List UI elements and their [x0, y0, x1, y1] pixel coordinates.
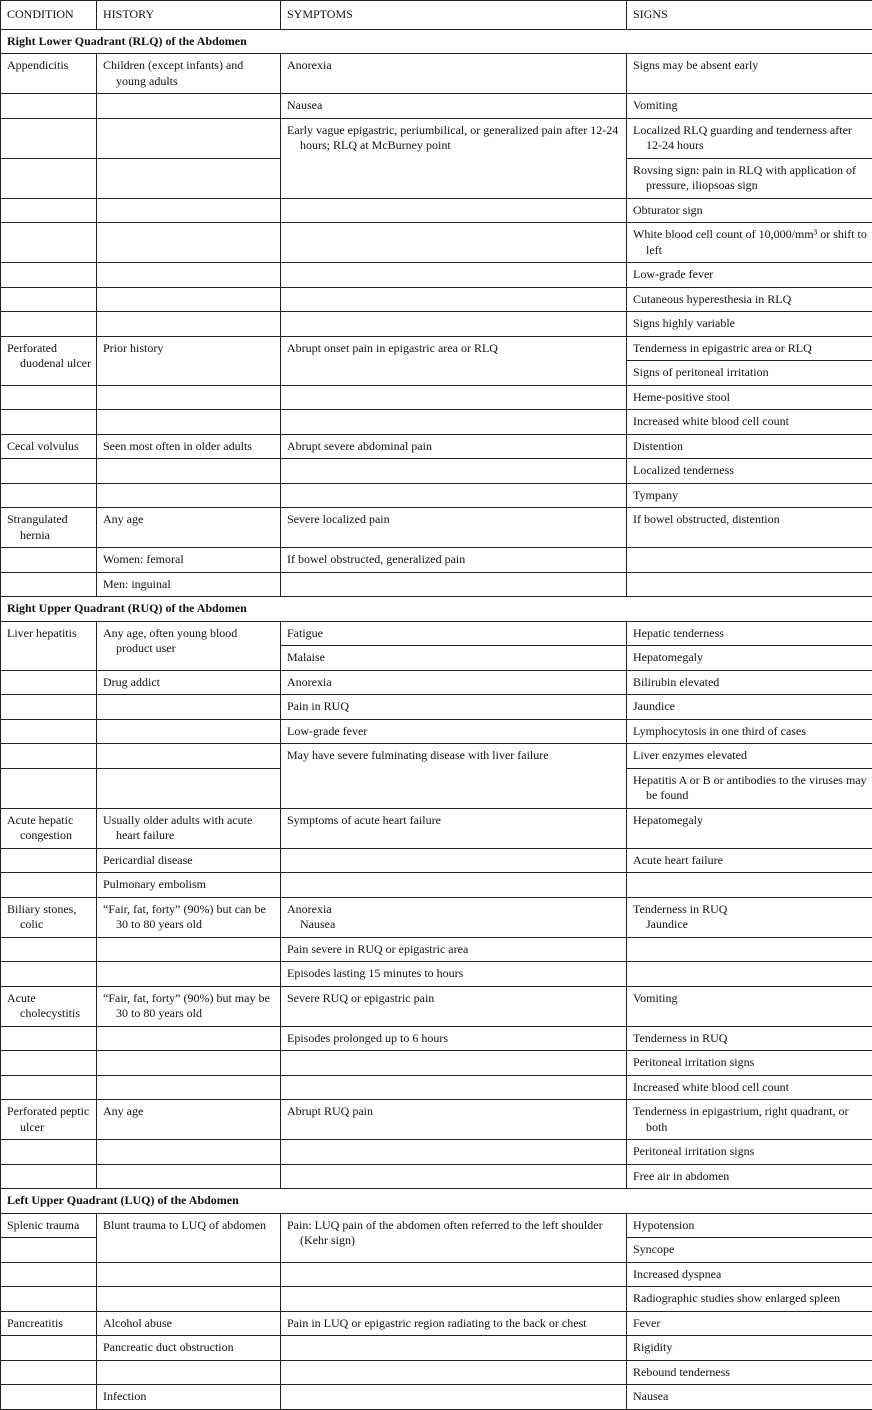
table-row: [1, 937, 872, 962]
signs-cell: Obturator sign: [627, 198, 872, 223]
signs-cell: Fever: [627, 1311, 872, 1336]
signs-cell: Distention: [627, 434, 872, 459]
signs-cell: [627, 548, 872, 573]
history-cell: [97, 768, 281, 808]
history-cell: [97, 410, 281, 435]
signs-cell: Syncope: [627, 1238, 872, 1263]
table-row: [1, 548, 872, 573]
condition-cell: [1, 223, 97, 263]
signs-cell: Signs of peritoneal irritation: [627, 361, 872, 386]
table-row: [1, 1140, 872, 1165]
table-row: [1, 621, 872, 646]
condition-cell: Acute hepatic congestion: [1, 808, 97, 848]
history-cell: [97, 937, 281, 962]
table-row: [1, 312, 872, 337]
history-cell: [97, 158, 281, 198]
condition-cell: [1, 848, 97, 873]
symptoms-cell: Pain in RUQ: [281, 695, 627, 720]
symptoms-cell: [281, 410, 627, 435]
signs-cell: Tenderness in RUQ Jaundice: [627, 897, 872, 937]
condition-cell: [1, 312, 97, 337]
section-title: Left Upper Quadrant (LUQ) of the Abdomen: [1, 1189, 872, 1214]
symptoms-cell: Anorexia: [281, 670, 627, 695]
symptoms-cell: [281, 1051, 627, 1076]
header-history: HISTORY: [97, 1, 281, 30]
symptoms-cell: Malaise: [281, 646, 627, 671]
symptoms-cell: Fatigue: [281, 621, 627, 646]
condition-cell: [1, 1140, 97, 1165]
table-row: [1, 1360, 872, 1385]
symptoms-cell: Low-grade fever: [281, 719, 627, 744]
condition-cell: [1, 158, 97, 198]
signs-cell: Signs may be absent early: [627, 54, 872, 94]
table-body: [1, 29, 872, 1409]
table-row: [1, 459, 872, 484]
history-cell: [97, 1075, 281, 1100]
condition-cell: [1, 287, 97, 312]
table-row: [1, 848, 872, 873]
signs-cell: Hypotension: [627, 1213, 872, 1238]
condition-cell: [1, 548, 97, 573]
signs-cell: Hepatitis A or B or antibodies to the viruses may be found: [627, 768, 872, 808]
history-cell: Children (except infants) and young adults: [97, 54, 281, 94]
symptoms-cell: If bowel obstructed, generalized pain: [281, 548, 627, 573]
condition-cell: [1, 744, 97, 769]
signs-cell: Increased dyspnea: [627, 1262, 872, 1287]
condition-cell: Pancreatitis: [1, 1311, 97, 1336]
signs-cell: [627, 572, 872, 597]
table-row: [1, 508, 872, 548]
symptoms-cell: [281, 1075, 627, 1100]
symptoms-cell: [281, 198, 627, 223]
symptoms-cell: Severe localized pain: [281, 508, 627, 548]
table-row: [1, 986, 872, 1026]
signs-cell: Hepatomegaly: [627, 646, 872, 671]
history-cell: “Fair, fat, forty” (90%) but can be 30 to 80 years old: [97, 897, 281, 937]
condition-cell: [1, 1075, 97, 1100]
signs-cell: Rigidity: [627, 1336, 872, 1361]
section-title: Right Lower Quadrant (RLQ) of the Abdomen: [1, 29, 872, 54]
table-row: [1, 1262, 872, 1287]
condition-cell: Perforated duodenal ulcer: [1, 336, 97, 385]
history-cell: Blunt trauma to LUQ of abdomen: [97, 1213, 281, 1262]
signs-cell: Hepatic tenderness: [627, 621, 872, 646]
condition-cell: [1, 1051, 97, 1076]
signs-cell: Hepatomegaly: [627, 808, 872, 848]
symptoms-cell: [281, 572, 627, 597]
symptoms-cell: [281, 385, 627, 410]
condition-cell: [1, 118, 97, 158]
table-row: [1, 54, 872, 94]
condition-cell: [1, 1336, 97, 1361]
signs-cell: [627, 873, 872, 898]
symptoms-cell: Pain in LUQ or epigastric region radiating to the back or chest: [281, 1311, 627, 1336]
history-cell: Usually older adults with acute heart failure: [97, 808, 281, 848]
condition-cell: [1, 962, 97, 987]
history-cell: [97, 312, 281, 337]
section-header-row: [1, 29, 872, 54]
history-cell: [97, 719, 281, 744]
condition-cell: [1, 1385, 97, 1410]
table-row: [1, 287, 872, 312]
history-cell: [97, 1262, 281, 1287]
header-condition: CONDITION: [1, 1, 97, 30]
history-cell: [97, 1051, 281, 1076]
signs-cell: Nausea: [627, 1385, 872, 1410]
section-header-row: [1, 1189, 872, 1214]
condition-cell: [1, 768, 97, 808]
condition-cell: [1, 410, 97, 435]
history-cell: [97, 695, 281, 720]
signs-cell: Localized tenderness: [627, 459, 872, 484]
table-row: [1, 808, 872, 848]
history-cell: [97, 94, 281, 119]
history-cell: Infection: [97, 1385, 281, 1410]
symptoms-cell: Episodes lasting 15 minutes to hours: [281, 962, 627, 987]
history-cell: [97, 1140, 281, 1165]
header-row: [1, 1, 872, 30]
table-row: [1, 1336, 872, 1361]
condition-cell: [1, 670, 97, 695]
history-cell: [97, 1164, 281, 1189]
table-row: [1, 385, 872, 410]
history-cell: Any age: [97, 1100, 281, 1140]
symptoms-cell: Pain: LUQ pain of the abdomen often referred to the left shoulder (Kehr sign): [281, 1213, 627, 1262]
symptoms-cell: Anorexia: [281, 54, 627, 94]
symptoms-cell: [281, 287, 627, 312]
signs-cell: Tympany: [627, 483, 872, 508]
symptoms-cell: [281, 459, 627, 484]
signs-cell: Increased white blood cell count: [627, 1075, 872, 1100]
condition-cell: [1, 1360, 97, 1385]
symptoms-cell: Early vague epigastric, periumbilical, or generalized pain after 12-24 hours; RLQ at McBurney point: [281, 118, 627, 198]
signs-cell: Acute heart failure: [627, 848, 872, 873]
signs-cell: Peritoneal irritation signs: [627, 1051, 872, 1076]
signs-cell: Cutaneous hyperesthesia in RLQ: [627, 287, 872, 312]
condition-cell: Liver hepatitis: [1, 621, 97, 670]
history-cell: Pancreatic duct obstruction: [97, 1336, 281, 1361]
condition-cell: Biliary stones, colic: [1, 897, 97, 937]
table-row: [1, 1051, 872, 1076]
history-cell: [97, 118, 281, 158]
condition-cell: [1, 719, 97, 744]
signs-cell: Radiographic studies show enlarged spleen: [627, 1287, 872, 1312]
table-row: [1, 1287, 872, 1312]
table-row: [1, 962, 872, 987]
table-row: [1, 719, 872, 744]
condition-cell: Perforated peptic ulcer: [1, 1100, 97, 1140]
signs-cell: Low-grade fever: [627, 263, 872, 288]
symptoms-cell: Pain severe in RUQ or epigastric area: [281, 937, 627, 962]
signs-cell: Liver enzymes elevated: [627, 744, 872, 769]
history-cell: [97, 1360, 281, 1385]
history-cell: [97, 1287, 281, 1312]
condition-cell: Cecal volvulus: [1, 434, 97, 459]
history-cell: Drug addict: [97, 670, 281, 695]
signs-cell: Tenderness in epigastric area or RLQ: [627, 336, 872, 361]
table-row: [1, 434, 872, 459]
symptoms-cell: [281, 1164, 627, 1189]
condition-cell: [1, 459, 97, 484]
symptoms-cell: [281, 1360, 627, 1385]
signs-cell: [627, 937, 872, 962]
history-cell: [97, 223, 281, 263]
signs-cell: White blood cell count of 10,000/mm³ or shift to left: [627, 223, 872, 263]
table-row: [1, 1311, 872, 1336]
signs-cell: Rovsing sign: pain in RLQ with application of pressure, iliopsoas sign: [627, 158, 872, 198]
signs-cell: Peritoneal irritation signs: [627, 1140, 872, 1165]
symptoms-cell: Nausea: [281, 94, 627, 119]
history-cell: [97, 962, 281, 987]
signs-cell: Bilirubin elevated: [627, 670, 872, 695]
table-row: [1, 1164, 872, 1189]
symptoms-cell: [281, 1336, 627, 1361]
symptoms-cell: Abrupt severe abdominal pain: [281, 434, 627, 459]
history-cell: [97, 385, 281, 410]
symptoms-cell: May have severe fulminating disease with liver failure: [281, 744, 627, 809]
symptoms-cell: [281, 1287, 627, 1312]
history-cell: “Fair, fat, forty” (90%) but may be 30 to 80 years old: [97, 986, 281, 1026]
history-cell: Pericardial disease: [97, 848, 281, 873]
symptoms-cell: [281, 1262, 627, 1287]
signs-cell: Tenderness in epigastrium, right quadrant, or both: [627, 1100, 872, 1140]
history-cell: Seen most often in older adults: [97, 434, 281, 459]
condition-cell: [1, 263, 97, 288]
history-cell: [97, 483, 281, 508]
section-title: Right Upper Quadrant (RUQ) of the Abdomen: [1, 597, 872, 622]
condition-cell: [1, 695, 97, 720]
table-row: [1, 1385, 872, 1410]
symptoms-cell: [281, 312, 627, 337]
condition-cell: [1, 94, 97, 119]
table-row: [1, 695, 872, 720]
symptoms-cell: [281, 263, 627, 288]
symptoms-cell: Abrupt onset pain in epigastric area or RLQ: [281, 336, 627, 385]
table-row: [1, 873, 872, 898]
section-header-row: [1, 597, 872, 622]
history-cell: Men: inguinal: [97, 572, 281, 597]
symptoms-cell: Severe RUQ or epigastric pain: [281, 986, 627, 1026]
symptoms-cell: [281, 873, 627, 898]
symptoms-cell: [281, 848, 627, 873]
signs-cell: Rebound tenderness: [627, 1360, 872, 1385]
condition-cell: [1, 483, 97, 508]
history-cell: [97, 198, 281, 223]
table-row: [1, 1075, 872, 1100]
history-cell: Pulmonary embolism: [97, 873, 281, 898]
history-cell: Women: femoral: [97, 548, 281, 573]
table-row: [1, 483, 872, 508]
history-cell: [97, 1026, 281, 1051]
signs-cell: [627, 962, 872, 987]
table-row: [1, 118, 872, 158]
symptoms-cell: [281, 1385, 627, 1410]
history-cell: Any age, often young blood product user: [97, 621, 281, 670]
symptoms-cell: Abrupt RUQ pain: [281, 1100, 627, 1140]
table-row: [1, 223, 872, 263]
history-cell: [97, 744, 281, 769]
signs-cell: Vomiting: [627, 94, 872, 119]
condition-cell: [1, 1164, 97, 1189]
condition-cell: [1, 198, 97, 223]
signs-cell: Free air in abdomen: [627, 1164, 872, 1189]
table-row: [1, 1100, 872, 1140]
condition-cell: [1, 1287, 97, 1312]
signs-cell: Increased white blood cell count: [627, 410, 872, 435]
table-row: [1, 897, 872, 937]
signs-cell: Localized RLQ guarding and tenderness after 12-24 hours: [627, 118, 872, 158]
history-cell: [97, 287, 281, 312]
signs-cell: Lymphocytosis in one third of cases: [627, 719, 872, 744]
table-row: [1, 1213, 872, 1238]
condition-cell: [1, 937, 97, 962]
signs-cell: Heme-positive stool: [627, 385, 872, 410]
condition-cell: Appendicitis: [1, 54, 97, 94]
signs-cell: Vomiting: [627, 986, 872, 1026]
table-row: [1, 744, 872, 769]
history-cell: [97, 459, 281, 484]
history-cell: Alcohol abuse: [97, 1311, 281, 1336]
table-row: [1, 572, 872, 597]
header-symptoms: SYMPTOMS: [281, 1, 627, 30]
symptoms-cell: Symptoms of acute heart failure: [281, 808, 627, 848]
symptoms-cell: [281, 223, 627, 263]
signs-cell: Jaundice: [627, 695, 872, 720]
symptoms-cell: [281, 483, 627, 508]
signs-cell: If bowel obstructed, distention: [627, 508, 872, 548]
condition-cell: Splenic trauma: [1, 1213, 97, 1238]
signs-cell: Tenderness in RUQ: [627, 1026, 872, 1051]
signs-cell: Signs highly variable: [627, 312, 872, 337]
table-row: [1, 336, 872, 361]
table-row: [1, 263, 872, 288]
symptoms-cell: [281, 1140, 627, 1165]
table-row: [1, 94, 872, 119]
table-row: [1, 410, 872, 435]
condition-cell: Strangulated hernia: [1, 508, 97, 548]
header-signs: SIGNS: [627, 1, 872, 30]
condition-cell: [1, 1262, 97, 1287]
history-cell: Any age: [97, 508, 281, 548]
symptoms-cell: Anorexia Nausea: [281, 897, 627, 937]
condition-cell: [1, 1026, 97, 1051]
history-cell: Prior history: [97, 336, 281, 385]
condition-cell: [1, 572, 97, 597]
condition-cell: [1, 1238, 97, 1263]
condition-cell: [1, 873, 97, 898]
symptoms-cell: Episodes prolonged up to 6 hours: [281, 1026, 627, 1051]
table-row: [1, 670, 872, 695]
history-cell: [97, 263, 281, 288]
table-row: [1, 1026, 872, 1051]
condition-cell: Acute cholecystitis: [1, 986, 97, 1026]
condition-cell: [1, 385, 97, 410]
table-row: [1, 198, 872, 223]
